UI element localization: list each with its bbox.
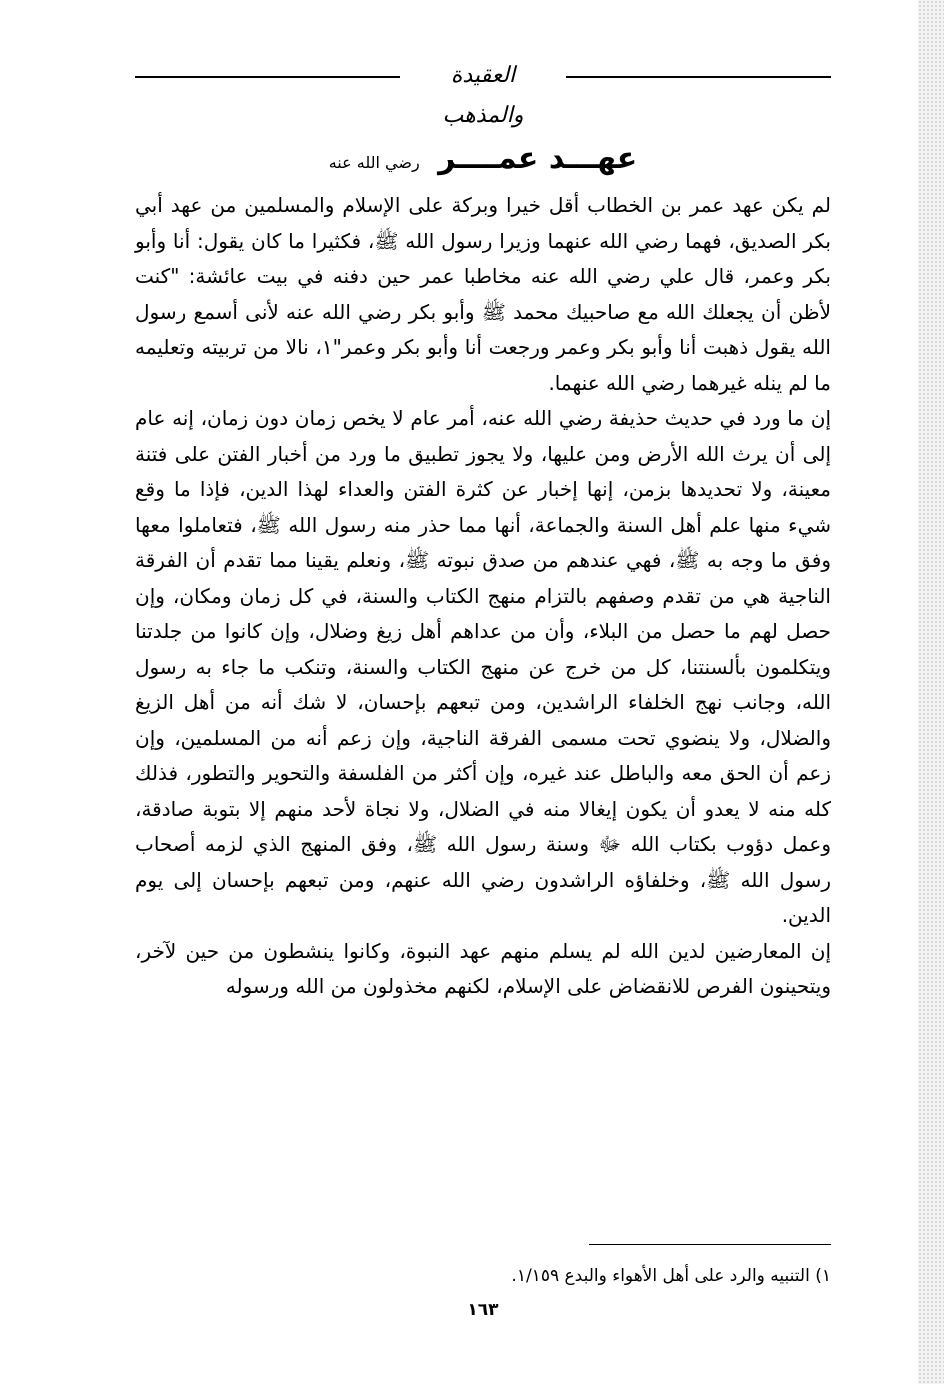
chapter-title-text: عهـــد عمــــر	[438, 141, 638, 176]
page-header	[135, 56, 831, 128]
page-number: ١٦٣	[467, 1300, 499, 1320]
header-rule-left	[135, 76, 400, 78]
running-head: العقيدة والمذهب	[442, 63, 524, 128]
chapter-title	[135, 134, 831, 184]
body-text	[135, 188, 831, 1005]
footnote-rule	[589, 1244, 831, 1245]
page-edge-texture	[918, 0, 944, 1384]
paragraph-2: إن ما ورد في حديث حذيفة رضي الله عنه، أمر عام لا يخص زمان دون زمان، إنه عام إلى أن يرث الله الأرض ومن عليها، ولا يجوز تطبيق ما ورد من أخبار الفتن على فتنة معينة، ولا تحديدها بزمن، إنها إخبار عن كثرة الفتن والعداء لهذا الدين، فإذا ما وقع شيء منها علم أهل السنة والجماعة، أنها مما حذر منه رسول الله ﷺ، فتعاملوا معها وفق ما وجه به ﷺ، فهي عندهم من صدق نبوته ﷺ، ونعلم يقينا مما تقدم أن الفرقة الناجية هي من تقدم وصفهم بالتزام منهج الكتاب والسنة، في كل زمان ومكان، وإن حصل لهم ما حصل من البلاء، وأن من عداهم أهل زيغ وضلال، وإن كانوا من جلدتنا ويتكلمون بألسنتنا، كل من خرج عن منهج الكتاب والسنة، وتنكب ما جاء به رسول الله، وجانب نهج الخلفاء الراشدين، ومن تبعهم بإحسان، لا شك أنه من أهل الزيغ والضلال، ولا ينضوي تحت مسمى الفرقة الناجية، وإن زعم أنه من المسلمين، وإن زعم أن الحق معه والباطل عند غيره، وإن أكثر من الفلسفة والتحوير والتطور، فذلك كله منه لا يعدو أن يكون إيغالا منه في الضلال، ولا نجاة لأحد منهم إلا بتوبة صادقة، وعمل دؤوب بكتاب الله ﷻ وسنة رسول الله ﷺ، وفق المنهج الذي لزمه أصحاب رسول الله ﷺ، وخلفاؤه الراشدون رضي الله عنهم، ومن تبعهم بإحسان إلى يوم الدين.	[135, 406, 831, 927]
paragraph-1: لم يكن عهد عمر بن الخطاب أقل خيرا وبركة على الإسلام والمسلمين من عهد أبي بكر الصديق، فهما رضي الله عنهما وزيرا رسول الله ﷺ، فكثيرا ما كان يقول: أنا وأبو بكر وعمر، قال علي رضي الله عنه مخاطبا عمر حين دفنه في بيت عائشة: "كنت لأظن أن يجعلك الله مع صاحبيك محمد ﷺ وأبو بكر رضي الله عنه لأنى أسمع رسول الله يقول ذهبت أنا وأبو بكر وعمر ورجعت أنا وأبو بكر وعمر"١، نالا من تربيته وتعليمه ما لم ينله غيرهما رضي الله عنهما.	[135, 193, 831, 395]
header-rule-right	[566, 76, 831, 78]
paragraph-3: إن المعارضين لدين الله لم يسلم منهم عهد النبوة، وكانوا ينشطون من حين لآخر، ويتحينون الفرص للانقضاض على الإسلام، لكنهم مخذولون من الله ورسوله	[135, 938, 831, 998]
footnote: ١) التنبيه والرد على أهل الأهواء والبدع ١/١٥٩.	[511, 1266, 831, 1286]
honorific-mark: رضي الله عنه	[328, 153, 420, 172]
